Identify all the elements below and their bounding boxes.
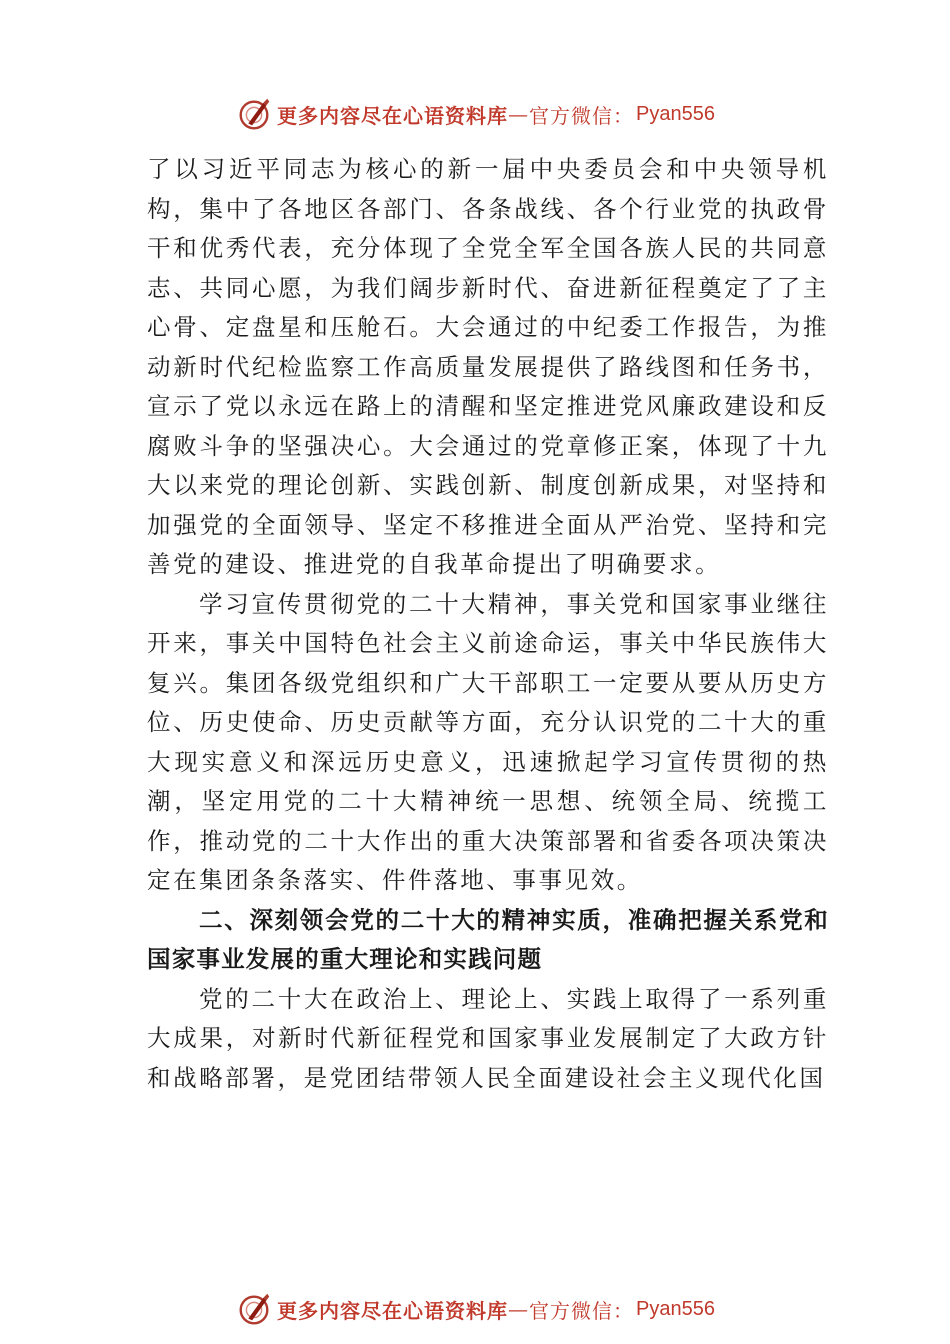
watermark-wechat-label: 官方微信：: [529, 1298, 635, 1323]
watermark-wechat-id: Pyan556: [636, 102, 715, 125]
footer-watermark: [0, 1287, 950, 1331]
ink-pen-logo-icon: [235, 1290, 273, 1328]
watermark-wechat-id: Pyan556: [636, 1297, 715, 1320]
document-body: [147, 150, 829, 1098]
paragraph-2: 学习宣传贯彻党的二十大精神，事关党和国家事业继往开来，事关中国特色社会主义前途命运，事关中华民族伟大复兴。集团各级党组织和广大干部职工一定要从要从历史方位、历史使命、历史贡献等方面，充分认识党的二十大的重大现实意义和深远历史意义，迅速掀起学习宣传贯彻的热潮，坚定用党的二十大精神统一思想、统领全局、统揽工作，推动党的二十大作出的重大决策部署和省委各项决策决定在集团条条落实、件件落地、事事见效。: [147, 589, 829, 894]
watermark-text: 更多内容尽在心语资料库: [277, 103, 509, 128]
watermark-text: 更多内容尽在心语资料库: [277, 1298, 509, 1323]
watermark-wechat-label: 官方微信：: [529, 103, 635, 128]
paragraph-3: 党的二十大在政治上、理论上、实践上取得了一系列重大成果，对新时代新征程党和国家事业发展制定了大政方针和战略部署，是党团结带领人民全面建设社会主义现代化国: [147, 984, 829, 1092]
ink-pen-logo-icon: [235, 95, 273, 133]
section-heading-2: 二、深刻领会党的二十大的精神实质，准确把握关系党和国家事业发展的重大理论和实践问题: [147, 905, 829, 973]
paragraph-1: 了以习近平同志为核心的新一届中央委员会和中央领导机构，集中了各地区各部门、各条战线、各个行业党的执政骨干和优秀代表，充分体现了全党全军全国各族人民的共同意志、共同心愿，为我们阔步新时代、奋进新征程奠定了了主心骨、定盘星和压舱石。大会通过的中纪委工作报告，为推动新时代纪检监察工作高质量发展提供了路线图和任务书， 宣示了党以永远在路上的清醒和坚定推进党风廉政建设和反腐败斗争的坚强决心。大会通过的党章修正案，体现了十九大以来党的理论创新、实践创新、制度创新成果，对坚持和加强党的全面领导、坚定不移推进全面从严治党、坚持和完善党的建设、推进党的自我革命提出了明确要求。: [147, 155, 829, 578]
watermark-separator: —: [508, 102, 530, 126]
header-watermark: [0, 92, 950, 136]
watermark-separator: —: [508, 1297, 530, 1321]
